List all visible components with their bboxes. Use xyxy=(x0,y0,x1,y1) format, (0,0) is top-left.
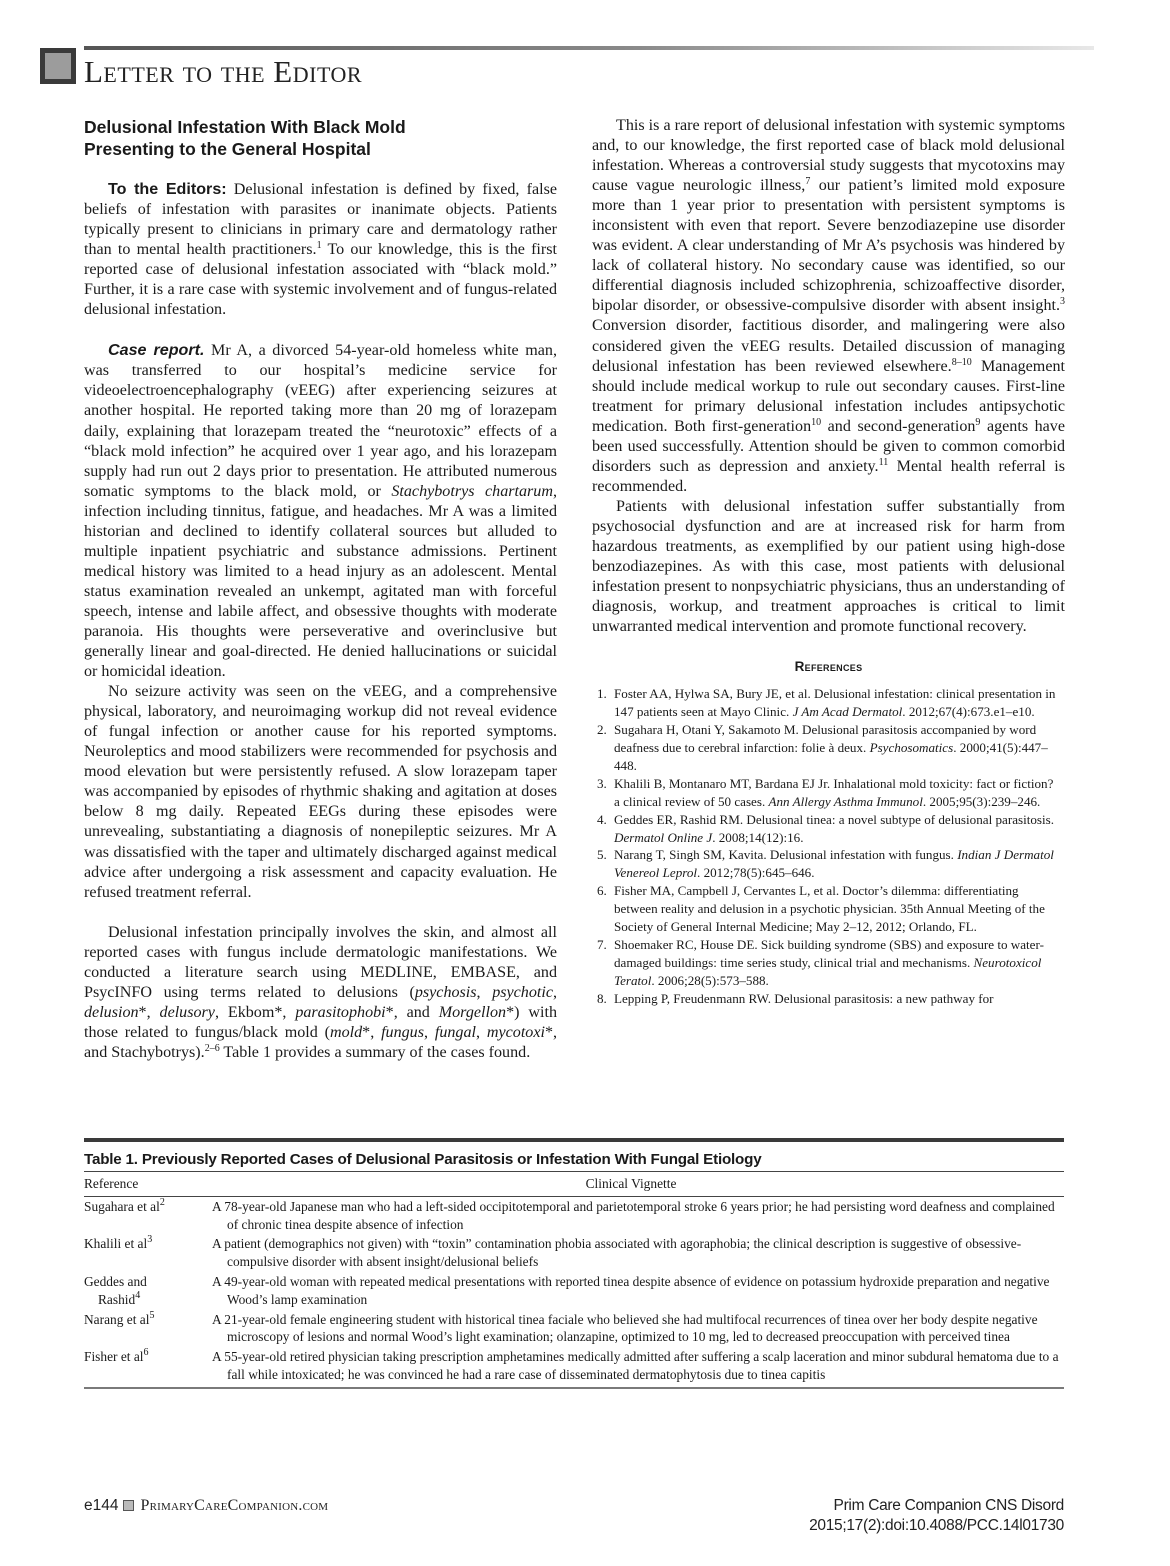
reference-item: 2. Sugahara H, Otani Y, Sakamoto M. Delusional parasitosis accompanied by word deafness due to cerebral infarction: folie à deux. Psychosomatics. 2000;41(5):447–448. xyxy=(597,722,1048,773)
cell-vignette: A 78-year-old Japanese man who had a left-sided occipitotemporal and parietotemporal stroke 6 years prior; he had persisting word deafness and complained of chronic tinea despite absence of infection xyxy=(212,1198,1055,1232)
table-1 xyxy=(84,1138,1064,1389)
column-header-vignette: Clinical Vignette xyxy=(198,1172,1064,1196)
article-title: Delusional Infestation With Black Mold Presenting to the General Hospital xyxy=(84,117,406,159)
cell-reference: Narang et $al^5$ xyxy=(84,1309,155,1327)
site-link[interactable]: PrimaryCareCompanion.com xyxy=(140,1497,329,1514)
journal-name: Prim Care Companion CNS Disord xyxy=(833,1497,1064,1514)
table-row xyxy=(84,1347,1064,1385)
reference-item: 4. Geddes ER, Rashid RM. Delusional tinea: a novel subtype of delusional parasitosis. Dermatol Online J. 2008;14(12):16. xyxy=(597,811,1055,845)
workup-paragraph: No seizure activity was seen on the vEEG, and a comprehensive physical, laboratory, and neuroimaging workup did not reveal evidence of fungal infection or another cause for his reported symptoms. Neuroleptics and mood stabilizers were recommended for psychosis and mood elevation but were persistently refused. A slow lorazepam taper was accompanied by episodes of rhythmic shaking and agitation at doses below 8 mg daily. Repeated EEGs during these episodes were unrevealing, substantiating a diagnosis of nonepileptic seizures. Mr A was dissatisfied with the taper and ultimately discharged against medical advice after undergoing a risk assessment and capacity evaluation. He refused treatment referral. xyxy=(84,683,557,901)
cell-vignette: A patient (demographics not given) with “toxin” contamination phobia associated with agoraphobia; the clinical description is suggestive of obsessive-compulsive disorder with absent insight/delusional beliefs xyxy=(212,1236,1022,1270)
cell-vignette: A 49-year-old woman with repeated medical presentations with reported tinea despite absence of evidence on potassium hydroxide preparation and negative Wood’s lamp examination xyxy=(212,1273,1050,1307)
footer-square-icon xyxy=(123,1500,134,1511)
table-caption: Table 1. Previously Reported Cases of Delusional Parasitosis or Infestation With Fungal Etiology xyxy=(84,1142,1064,1172)
reference-item: 3. Khalili B, Montanaro MT, Bardana EJ Jr. Inhalational mold toxicity: fact or fiction? a clinical review of 50 cases. Ann Allergy Asthma Immunol. 2005;95(3):239–246. xyxy=(597,775,1054,809)
cell-vignette: A 21-year-old female engineering student with historical tinea faciale who believed she had multifocal recurrences of tinea over her body despite negative microscopy of lesions and normal Wood’s light examination; olanzapine, optimized to 10 mg, led to decreased preoccupation with perceived tinea xyxy=(212,1311,1038,1345)
cell-reference: Sugahara et $al^2$ xyxy=(84,1196,165,1214)
table-bottom-rule xyxy=(84,1387,1064,1389)
cell-reference: Geddes and Rashid$^4$ xyxy=(84,1273,147,1307)
page-number: e144 xyxy=(84,1497,119,1514)
table-row xyxy=(84,1196,1064,1234)
footer-left xyxy=(84,1497,328,1515)
reference-item: 5. Narang T, Singh SM, Kavita. Delusional infestation with fungus. Indian J Dermatol Venereol Leprol. 2012;78(5):645–646. xyxy=(597,847,1054,881)
column-header-reference: Reference xyxy=(84,1172,198,1196)
literature-paragraph: Delusional infestation principally involves the skin, and almost all reported cases with fungus include dermatologic manifestations. We conducted a literature search using MEDLINE, EMBASE, and PsycINFO using terms related to delusions (psychosis, psychotic, delusion*, delusory, Ekbom*, parasitophobi*, and Morgellon*) with those related to fungus/black mold (mold*, fungus, fungal, mycotoxi*, and Stachybotrys).$^{2-6}$ Table 1 provides a summary of the cases found. xyxy=(84,923,558,1061)
header-rule xyxy=(84,46,1094,50)
discussion-paragraph: This is a rare report of delusional infestation with systemic symptoms and, to our knowledge, the first reported case of black mold delusional infestation. Whereas a controversial study suggests that mycotoxins may cause vague neurologic illness,$^7$ our patient’s limited mold exposure more than 1 year prior to presentation with persistent symptoms is inconsistent with even that report. Severe benzodiazepine use disorder was evident. A clear understanding of Mr A’s psychosis was hindered by lack of collateral history. No secondary cause was identified, so our differential diagnosis included schizophrenia, schizoaffective disorder, bipolar disorder, or obsessive-compulsive disorder with absent insight.$^3$ Conversion disorder, factitious disorder, and malingering were also considered given the vEEG results. Detailed discussion of managing delusional infestation has been reviewed elsewhere.$^{8-10}$ Management should include medical workup to rule out secondary causes. First-line treatment for primary delusional infestation includes antipsychotic medication. Both first-generation$^{10}$ and second-generation$^9$ agents have been used successfully. Attention should be given to common comorbid disorders such as depression and anxiety.$^{11}$ Mental health referral is recommended. xyxy=(592,117,1066,495)
cell-reference: Khalili et $al^3$ xyxy=(84,1234,153,1252)
section-title: Letter to the Editor xyxy=(84,54,363,89)
table-header-row xyxy=(84,1172,1064,1196)
table-row xyxy=(84,1234,1064,1272)
table-row xyxy=(84,1272,1064,1310)
reference-item: 1. Foster AA, Hylwa SA, Bury JE, et al. Delusional infestation: clinical presentation in 147 patients seen at Mayo Clinic. J Am Acad Dermatol. 2012;67(4):673.e1–e10. xyxy=(597,686,1056,720)
table-row xyxy=(84,1310,1064,1348)
case-report-paragraph: Case report. Mr A, a divorced 54-year-old homeless white man, was transferred to our hospital’s medicine service for videoelectroencephalography (vEEG) after experiencing seizures at another hospital. He reported taking more than 20 mg of lorazepam daily, explaining that lorazepam treated the “neurotoxic” effects of a “black mold infection” he acquired over 1 year ago, and his lorazepam supply had run out 2 days prior to presentation. He attributed numerous somatic symptoms to the black mold, or Stachybotrys chartarum, infection including tinnitus, fatigue, and headaches. Mr A was a limited historian and declined to identify collateral sources but alluded to multiple inpatient psychiatric and substance admissions. Pertinent medical history was limited to a head injury as an adolescent. Mental status examination revealed an unkempt, agitated man with forceful speech, intense and labile affect, and obsessive thoughts with moderate paranoia. His thoughts were perseverative and overinclusive but generally linear and goal-directed. He denied hallucinations or suicidal or homicidal ideation. xyxy=(84,341,557,681)
intro-paragraph: To the Editors: Delusional infestation is defined by fixed, false beliefs of infestation with parasites or inanimate objects. Patients typically present to clinicians in primary care and dermatology rather than to mental health practitioners.$^1$ To our knowledge, this is the first reported case of delusional infestation associated with “black mold.” Further, it is a rare case with systemic involvement and of fungus-related delusional infestation. xyxy=(84,180,557,319)
references-list xyxy=(592,685,1065,1007)
left-column xyxy=(84,116,557,1063)
reference-item: 7. Shoemaker RC, House DE. Sick building syndrome (SBS) and exposure to water-damaged buildings: time series study, clinical trial and mechanisms. Neurotoxicol Teratol. 2006;28(5):573–588. xyxy=(597,936,1044,988)
reference-item: 8. Lepping P, Freudenmann RW. Delusional parasitosis: a new pathway for xyxy=(597,990,994,1006)
footer-citation xyxy=(809,1496,1064,1536)
cell-reference: Fisher et $al^6$ xyxy=(84,1347,149,1365)
cell-vignette: A 55-year-old retired physician taking prescription amphetamines medically admitted after suffering a scalp laceration and minor subdural hematoma due to a fall while intoxicated; he was convinced he had a rare case of disseminated dermatophytosis due to tinea capitis xyxy=(212,1349,1059,1382)
references-heading: References xyxy=(794,659,863,675)
conclusion-paragraph: Patients with delusional infestation suffer substantially from psychosocial dysfunction and are at increased risk for harm from hazardous treatments, as exemplified by our patient using high-dose benzodiazepines. As with this case, most patients with delusional infestation present to nonpsychiatric physicians, thus an understanding of diagnosis, workup, and treatment approaches is critical to limit unwarranted medical intervention and promote functional recovery. xyxy=(592,497,1065,636)
cases-table xyxy=(84,1172,1064,1385)
reference-item: 6. Fisher MA, Campbell J, Cervantes L, et al. Doctor’s dilemma: differentiating between reality and delusion in a psychotic physician. 35th Annual Meeting of the Society of General Internal Medicine; May 2–12, 2012; Orlando, FL. xyxy=(597,883,1045,935)
right-column xyxy=(592,116,1065,1008)
doi-citation: 2015;17(2):doi:10.4088/PCC.14l01730 xyxy=(809,1517,1064,1534)
section-square-icon xyxy=(40,48,76,84)
